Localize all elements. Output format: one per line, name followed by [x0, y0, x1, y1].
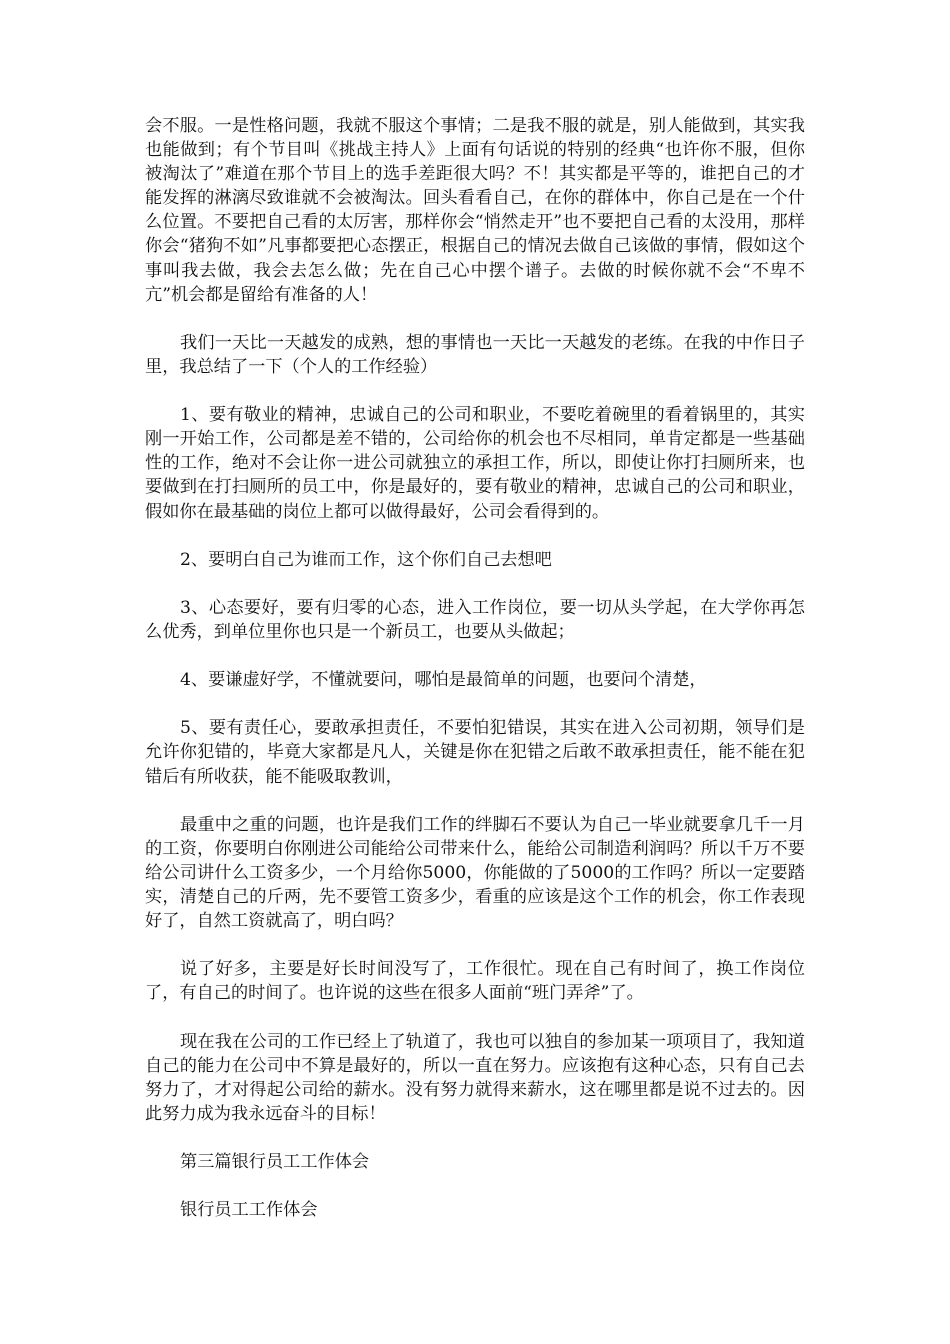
paragraph-point-1: 1、要有敬业的精神，忠诚自己的公司和职业，不要吃着碗里的看着锅里的，其实刚一开始工作，公司都是差不错的，公司给你的机会也不尽相同，单肯定都是一些基础性的工作，绝对不会让你一进公司就独立的承担工作，所以，即使让你打扫厕所来，也要做到在打扫厕所的员工中，你是最好的，要有敬业的精神，忠诚自己的公司和职业，假如你在最基础的岗位上都可以做得最好，公司会看得到的。	[145, 405, 805, 522]
paragraph-continuation: 会不服。一是性格问题，我就不服这个事情；二是我不服的就是，别人能做到，其实我也能做到；有个节目叫《挑战主持人》上面有句话说的特别的经典“也许你不服，但你被淘汰了”难道在那个节目上的选手差距很大吗？不！其实都是平等的，谁把自己的才能发挥的淋漓尽致谁就不会被淘汰。回头看看自己，在你的群体中，你自己是在一个什么位置。不要把自己看的太厉害，那样你会“悄然走开”也不要把自己看的太没用，那样你会“猪狗不如”凡事都要把心态摆正，根据自己的情况去做自己该做的事情，假如这个事叫我去做，我会去怎么做；先在自己心中摆个谱子。去做的时候你就不会“不卑不亢”机会都是留给有准备的人！	[145, 116, 805, 305]
document-body	[145, 114, 805, 1246]
paragraph-afterword: 说了好多，主要是好长时间没写了，工作很忙。现在自己有时间了，换工作岗位了，有自己的时间了。也许说的这些在很多人面前“班门弄斧”了。	[145, 959, 805, 1004]
paragraph-point-2: 2、要明白自己为谁而工作，这个你们自己去想吧	[180, 549, 552, 570]
paragraph-goal: 现在我在公司的工作已经上了轨道了，我也可以独自的参加某一项项目了，我知道自己的能力在公司中不算是最好的，所以一直在努力。应该抱有这种心态，只有自己去努力了，才对得起公司给的薪水。没有努力就得来薪水，这在哪里都是说不过去的。因此努力成为我永远奋斗的目标！	[145, 1031, 805, 1124]
paragraph-point-5: 5、要有责任心，要敢承担责任，不要怕犯错误，其实在进入公司初期，领导们是允许你犯错的，毕竟大家都是凡人，关键是你在犯错之后敢不敢承担责任，能不能在犯错后有所收获，能不能吸取教训，	[145, 718, 805, 787]
paragraph-key-issue: 最重中之重的问题，也许是我们工作的绊脚石不要认为自己一毕业就要拿几千一月的工资，你要明白你刚进公司能给公司带来什么，能给公司制造利润吗？所以千万不要给公司讲什么工资多少，一个月给你5000，你能做的了5000的工作吗？所以一定要踏实，清楚自己的斤两，先不要管工资多少，看重的应该是这个工作的机会，你工作表现好了，自然工资就高了，明白吗？	[145, 814, 805, 932]
paragraph-intro: 我们一天比一天越发的成熟，想的事情也一天比一天越发的老练。在我的中作日子里，我总结了一下（个人的工作经验）	[145, 332, 805, 377]
paragraph-point-4: 4、要谦虚好学，不懂就要问，哪怕是最简单的问题，也要问个清楚，	[180, 670, 707, 691]
paragraph-point-3: 3、心态要好，要有归零的心态，进入工作岗位，要一切从头学起，在大学你再怎么优秀，到单位里你也只是一个新员工，也要从头做起；	[145, 597, 805, 642]
section-subheading: 银行员工工作体会	[180, 1200, 318, 1221]
section-heading: 第三篇银行员工工作体会	[180, 1152, 370, 1173]
